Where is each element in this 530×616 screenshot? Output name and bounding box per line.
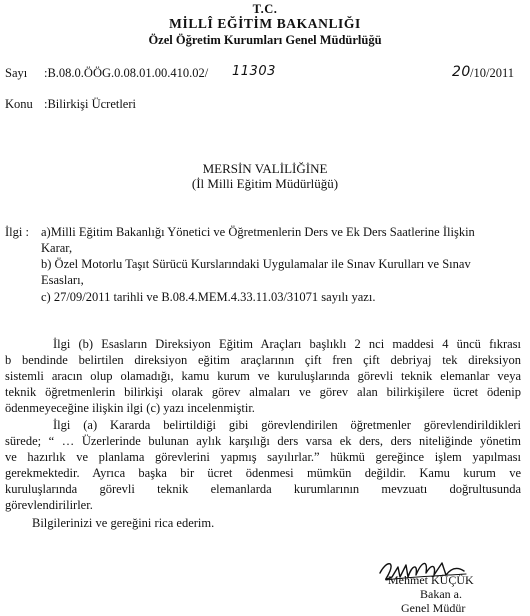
ilgi-b-line1: b) Özel Motorlu Taşıt Sürücü Kurslarındaki Uygulamalar ile Sınav Kurulları ve Sınav: [41, 257, 471, 271]
konu-value: :Bilirkişi Ücretleri: [44, 97, 136, 111]
body-p1-line4: teknik öğretmenlerin bilirkişi olarak görev almaları ve görev alan bilirkişilere ücret ödenip: [5, 385, 521, 399]
signature-line3: Genel Müdür: [401, 601, 466, 615]
header-directorate: Özel Öğretim Kurumları Genel Müdürlüğü: [148, 33, 382, 47]
body-p2-line3: ve hazırlık ve planlama görevlerini yapmış sayılırlar.” hükmü gereğince işlem yapılması: [5, 450, 521, 464]
body-p1-line5: ödenmeyeceğine ilişkin ilgi (c) yazı incelenmiştir.: [5, 401, 255, 415]
date-printed: /10/2011: [470, 66, 514, 80]
signature-name: Mehmet KÜÇÜK: [388, 573, 474, 587]
header-tc: T.C.: [252, 2, 278, 16]
body-p3-line1: Bilgilerinizi ve gereğini rica ederim.: [32, 516, 215, 530]
sayi-label: Sayı: [5, 66, 28, 80]
body-p2-line6: görevlendirilirler.: [5, 498, 93, 512]
body-p2-line5: kuruluşlarında görevli teknik elemanlarda kurumlarının mevzuatı doğrultusunda: [5, 482, 521, 496]
konu-label: Konu: [5, 97, 33, 111]
sayi-value: :B.08.0.ÖÖG.0.08.01.00.410.02/: [44, 66, 209, 80]
date-handwritten: 20: [452, 64, 471, 80]
ilgi-a-line2: Karar,: [41, 241, 73, 255]
body-p1-line1: İlgi (b) Esasların Direksiyon Eğitim Araçları başlıklı 2 nci maddesi 4 üncü fıkrası: [53, 337, 521, 351]
signature-line2: Bakan a.: [420, 587, 462, 601]
body-p1-line3: sistemli aracın olup olamadığı, kamu kurum ve kuruluşlarında görevli teknik elemanlar veya: [5, 369, 521, 383]
addressee-line1: MERSİN VALİLİĞİNE: [202, 161, 328, 176]
ilgi-a-line1: a)Milli Eğitim Bakanlığı Yönetici ve Öğretmenlerin Ders ve Ek Ders Saatlerine İlişkin: [41, 225, 475, 239]
addressee-line2: (İl Milli Eğitim Müdürlüğü): [191, 176, 339, 191]
body-p2-line2: sürede; “ … Üzerlerinde bulunan aylık karşılığı ders varsa ek ders, ders niteliğinde yönetim: [5, 434, 521, 448]
ilgi-c-line1: c) 27/09/2011 tarihli ve B.08.4.MEM.4.33.11.03/31071 sayılı yazı.: [41, 290, 376, 304]
sayi-handwritten: 11303: [232, 64, 276, 79]
body-p1-line2: b bendinde belirtilen direksiyon eğitim araçlarının çift fren çift debriyaj tek direksiyon: [5, 353, 521, 367]
ilgi-label: İlgi :: [5, 225, 29, 239]
body-p2-line4: gerekmektedir. Ayrıca başka bir ücret ödenmesi mümkün değildir. Kamu kurum ve: [5, 466, 521, 480]
header-ministry: MİLLÎ EĞİTİM BAKANLIĞI: [169, 16, 361, 31]
body-p2-line1: İlgi (a) Kararda belirtildiği gibi görevlendirilen öğretmenler görevlendirildikleri: [53, 418, 521, 432]
ilgi-b-line2: Esasları,: [41, 273, 84, 287]
